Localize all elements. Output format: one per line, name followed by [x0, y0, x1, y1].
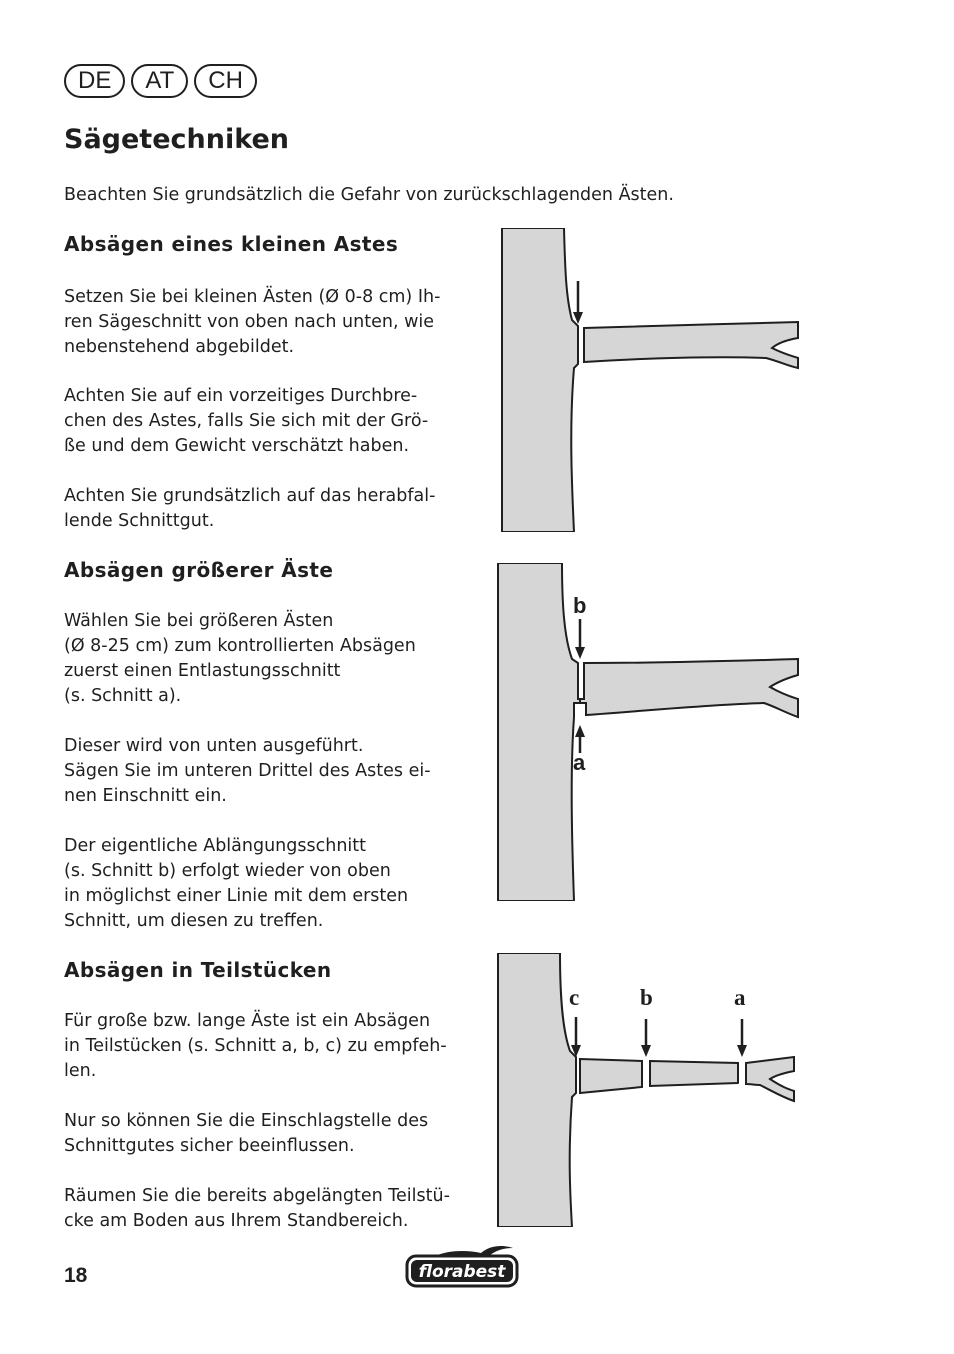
tree-trunk: [498, 563, 580, 901]
language-badge-de: DE: [64, 64, 125, 98]
section2-paragraph-1: Wählen Sie bei größeren Ästen (Ø 8-25 cm) zum kontrollierten Absägen zuerst einen Entlastungsschnitt (s. Schnitt a).: [64, 611, 416, 706]
section-heading-in-pieces: Absägen in Teilstücken: [64, 958, 332, 982]
cut-label-a: a: [573, 750, 586, 775]
branch: [584, 322, 798, 368]
tree-trunk: [498, 953, 576, 1227]
figure-small-branch-cut: [498, 228, 800, 532]
section2-paragraph-3: Der eigentliche Ablängungsschnitt (s. Schnitt b) erfolgt wieder von oben in möglichst einer Linie mit dem ersten Schnitt, um diesen zu treffen.: [64, 836, 409, 931]
figure-larger-branch-cuts: [494, 563, 800, 901]
section1-paragraph-1: Setzen Sie bei kleinen Ästen (Ø 0-8 cm) Ih- ren Sägeschnitt von oben nach unten, wie nebenstehend abgebildet.: [64, 287, 441, 357]
language-badges: [64, 64, 257, 98]
tree-trunk: [502, 228, 578, 532]
section-heading-small-branch: Absägen eines kleinen Astes: [64, 232, 399, 256]
cut-label-b: b: [640, 985, 653, 1010]
language-badge-at: AT: [131, 64, 188, 98]
arrow-head-down-icon: [641, 1045, 651, 1057]
branch-piece-c: [580, 1059, 642, 1093]
language-badge-ch: CH: [194, 64, 257, 98]
section2-paragraph-2: Dieser wird von unten ausgeführt. Sägen Sie im unteren Drittel des Astes ei- nen Einschnitt ein.: [64, 736, 431, 806]
branch: [580, 659, 798, 717]
section-heading-larger-branches: Absägen größerer Äste: [64, 558, 334, 582]
figure-cutting-in-pieces: [494, 953, 796, 1227]
brand-name: florabest: [418, 1262, 506, 1282]
branch-piece-a: [746, 1057, 794, 1101]
cut-label-a: a: [734, 985, 746, 1010]
intro-text: Beachten Sie grundsätzlich die Gefahr von zurückschlagenden Ästen.: [64, 185, 674, 205]
section3-paragraph-2: Nur so können Sie die Einschlagstelle des Schnittgutes sicher beeinflussen.: [64, 1111, 429, 1156]
section3-paragraph-1: Für große bzw. lange Äste ist ein Absägen in Teilstücken (s. Schnitt a, b, c) zu empfeh- len.: [64, 1011, 447, 1081]
section1-paragraph-2: Achten Sie auf ein vorzeitiges Durchbre- chen des Astes, falls Sie sich mit der Grö- ße und dem Gewicht verschätzt haben.: [64, 386, 429, 456]
cut-label-c: c: [569, 985, 580, 1010]
florabest-logo: [405, 1244, 520, 1290]
page-number: 18: [64, 1264, 88, 1287]
section3-paragraph-3: Räumen Sie die bereits abgelängten Teilstü- cke am Boden aus Ihrem Standbereich.: [64, 1186, 450, 1231]
branch-piece-b: [650, 1061, 738, 1086]
arrow-head-down-icon: [575, 647, 585, 659]
cut-label-b: b: [573, 593, 587, 618]
arrow-head-down-icon: [737, 1045, 747, 1057]
section1-paragraph-3: Achten Sie grundsätzlich auf das herabfal- lende Schnittgut.: [64, 486, 436, 531]
page-title: Sägetechniken: [64, 124, 289, 155]
